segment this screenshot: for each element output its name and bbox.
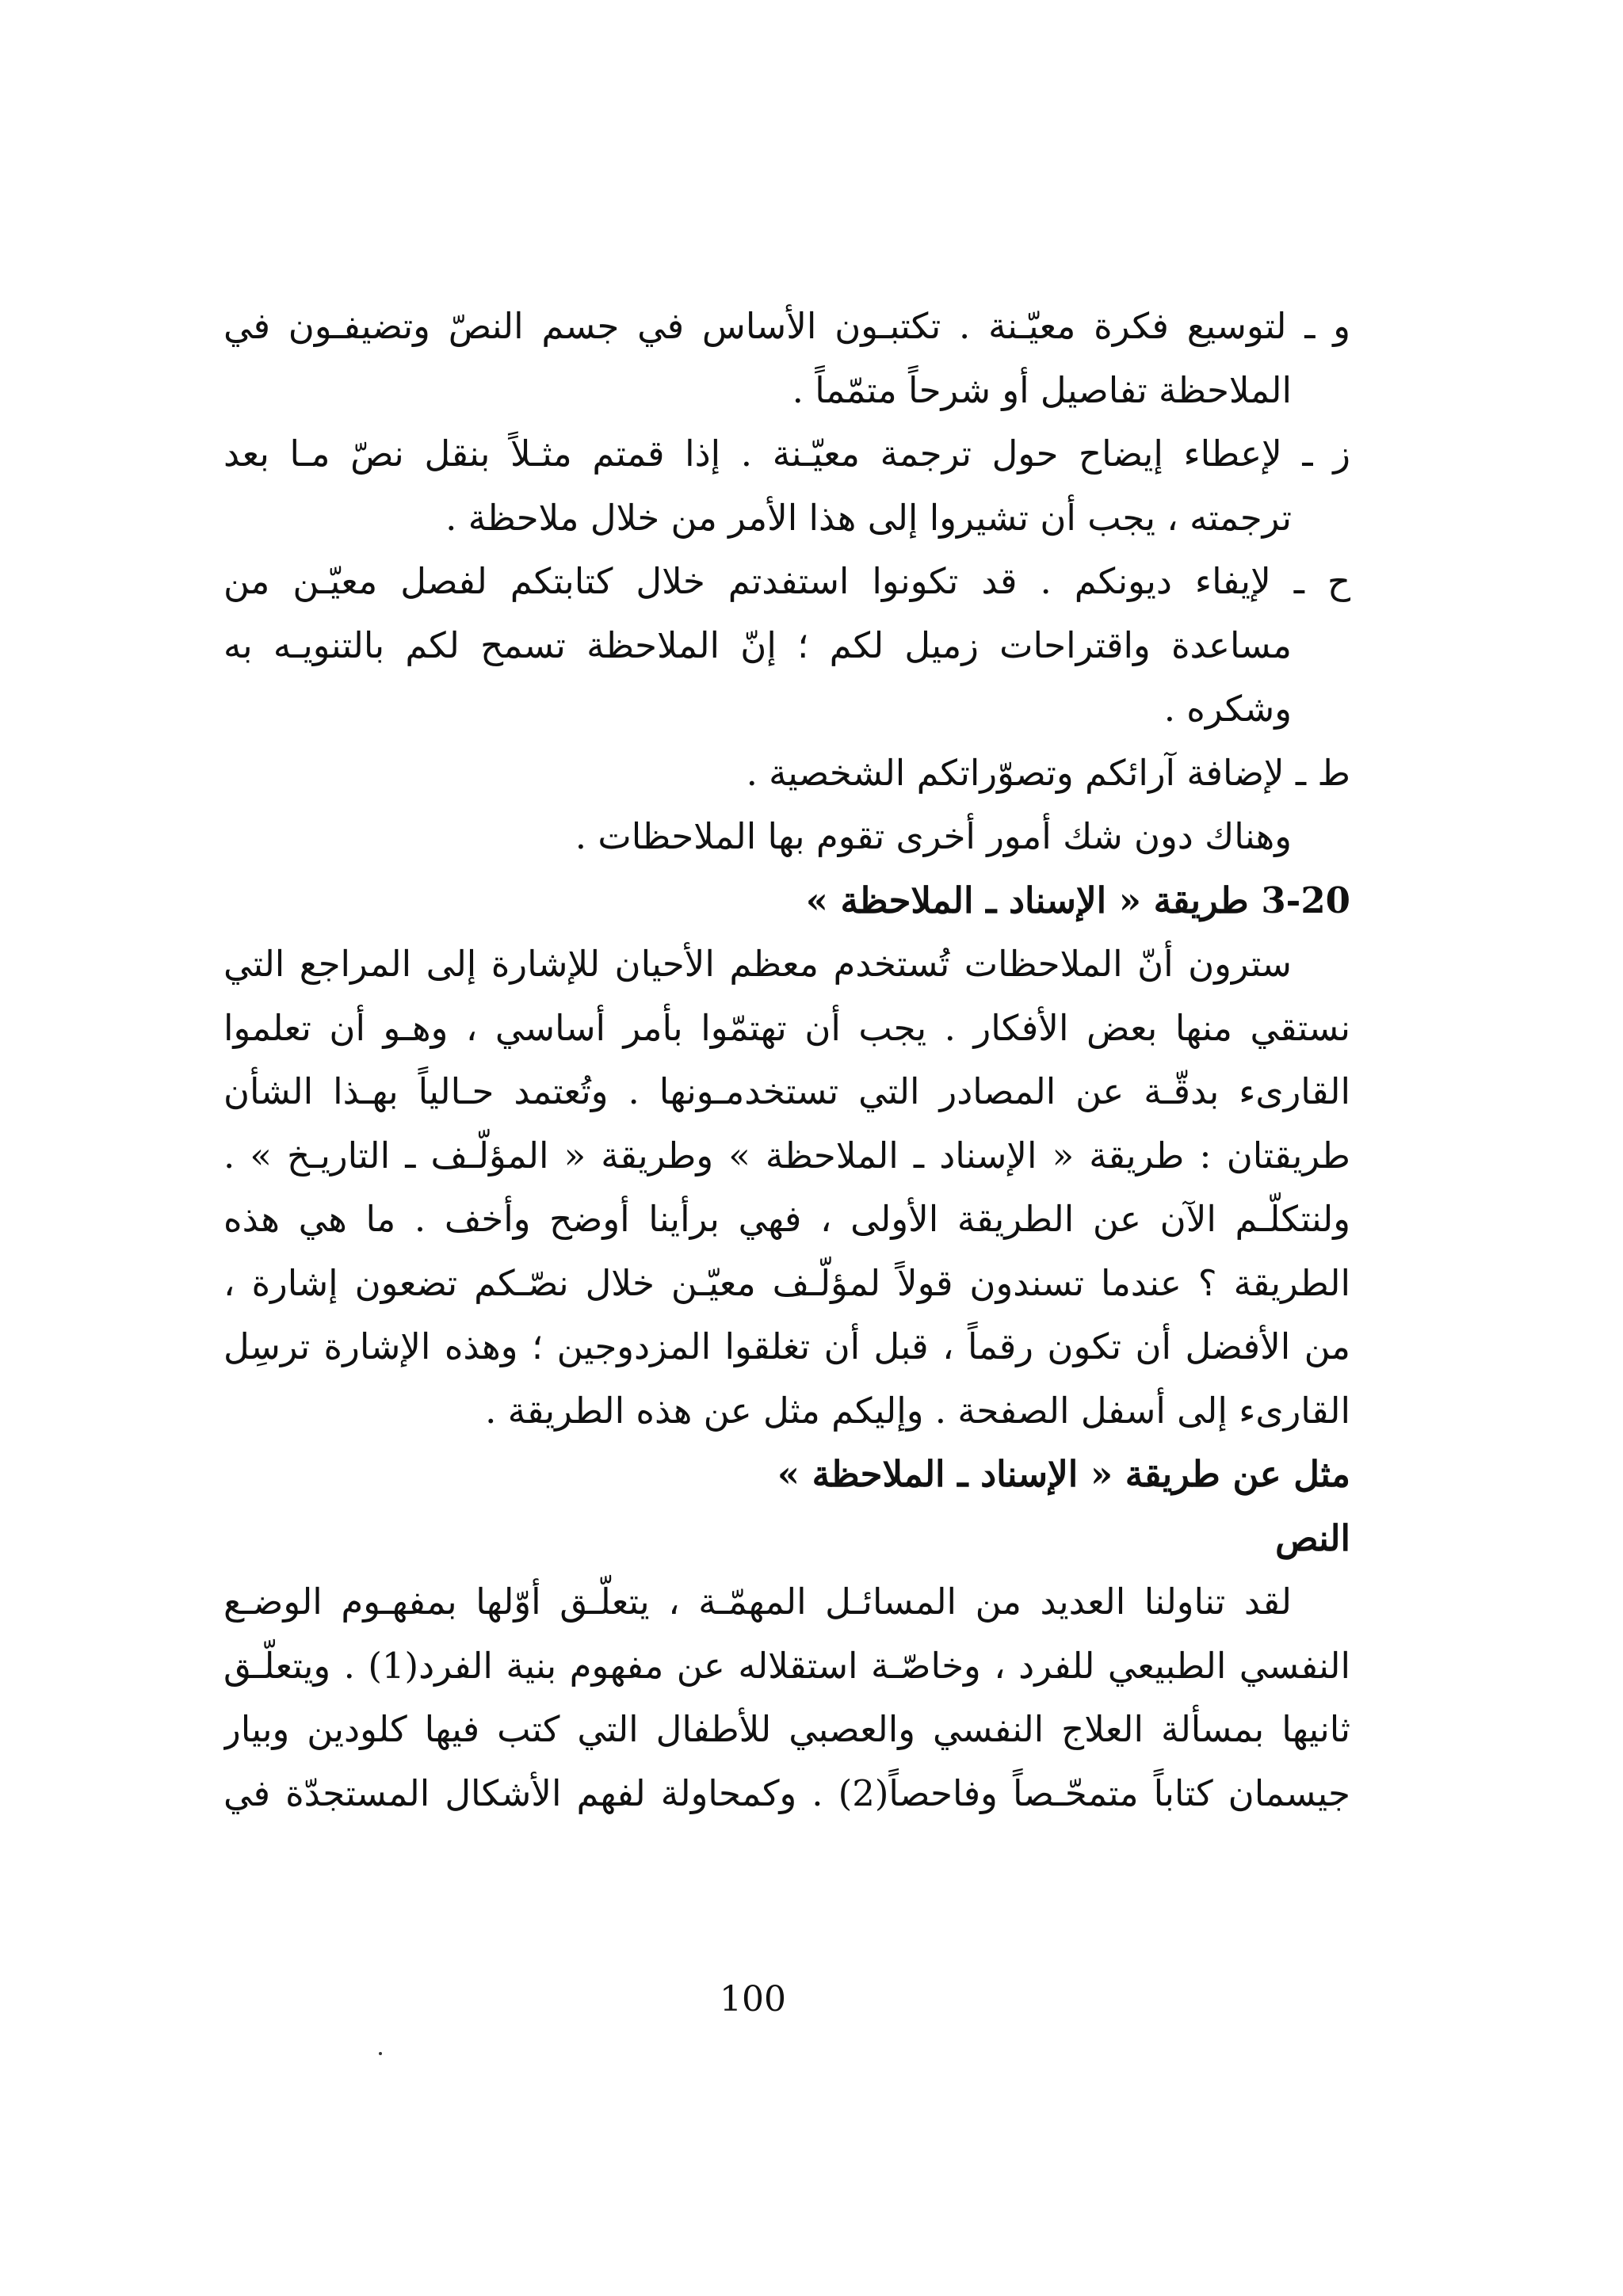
text-line: وهناك دون شك أمور أخرى تقوم بها الملاحظات . xyxy=(575,815,1292,857)
body-text xyxy=(223,295,1350,1825)
text-line: جيسمان كتاباً متمحّـصاً وفاحصاً(2) . وكمحاولة لفهم الأشكال المستجدّة في xyxy=(223,1772,1350,1814)
scan-speck xyxy=(379,2052,382,2055)
example-subheading: النص xyxy=(1275,1516,1350,1559)
text-line: الملاحظة تفاصيل أو شرحاً متمّماً . xyxy=(792,368,1292,411)
text-line: ط ـ لإضافة آرائكم وتصوّراتكم الشخصية . xyxy=(746,751,1350,794)
text-line: طريقتان : طريقة « الإسناد ـ الملاحظة » وطريقة « المؤلّـف ـ التاريـخ » . xyxy=(223,1134,1350,1177)
example-heading: مثل عن طريقة « الإسناد ـ الملاحظة » xyxy=(777,1453,1350,1495)
text-line: سترون أنّ الملاحظات تُستخدم معظم الأحيان للإشارة إلى المراجع التي xyxy=(223,943,1292,985)
text-line: ثانيها بمسألة العلاج النفسي والعصبي للأطفال التي كتب فيها كلودين وبيار xyxy=(223,1708,1350,1750)
text-line: النفسي الطبيعي للفرد ، وخاصّـة استقلاله عن مفهوم بنية الفرد(1) . ويتعلّـق xyxy=(223,1644,1350,1687)
text-line: وشكره . xyxy=(1163,688,1292,730)
text-line: ح ـ لإيفاء ديونكم . قد تكونوا استفدتم خلال كتابتكم لفصل معيّـن من xyxy=(223,560,1350,602)
text-line: نستقي منها بعض الأفكار . يجب أن تهتمّوا بأمر أساسي ، وهـو أن تعلموا xyxy=(223,1006,1350,1049)
text-line: ترجمته ، يجب أن تشيروا إلى هذا الأمر من خلال ملاحظة . xyxy=(445,496,1292,539)
text-line: لقد تناولنا العديد من المسائـل المهمّـة ، يتعلّـق أوّلها بمفهـوم الوضـع xyxy=(223,1581,1292,1623)
text-line: ولنتكلّـم الآن عن الطريقة الأولى ، فهي برأينا أوضح وأخف . ما هي هذه xyxy=(223,1198,1350,1240)
text-line: مساعدة واقتراحات زميل لكم ؛ إنّ الملاحظة تسمح لكم بالتنويـه به xyxy=(223,624,1292,666)
text-line: القارىء بدقّـة عن المصادر التي تستخدمـونها . وتُعتمد حـالياً بهـذا الشأن xyxy=(223,1070,1350,1112)
text-line: الطريقة ؟ عندما تسندون قولاً لمؤلّـف معيّـن خلال نصّـكم تضعون إشارة ، xyxy=(223,1261,1350,1304)
page-number: 100 xyxy=(720,1979,786,2019)
text-line: و ـ لتوسيع فكرة معيّـنة . تكتبـون الأساس في جسم النصّ وتضيفـون في xyxy=(223,305,1350,347)
text-line: من الأفضل أن تكون رقماً ، قبل أن تغلقوا المزدوجين ؛ وهذه الإشارة ترسِل xyxy=(223,1325,1350,1367)
text-line: القارىء إلى أسفل الصفحة . وإليكم مثل عن هذه الطريقة . xyxy=(485,1389,1350,1432)
text-line: ز ـ لإعطاء إيضاح حول ترجمة معيّـنة . إذا قمتم مثـلاً بنقل نصّ مـا بعد xyxy=(223,433,1350,475)
section-heading: 3-20 طريقة « الإسناد ـ الملاحظة » xyxy=(805,879,1350,921)
